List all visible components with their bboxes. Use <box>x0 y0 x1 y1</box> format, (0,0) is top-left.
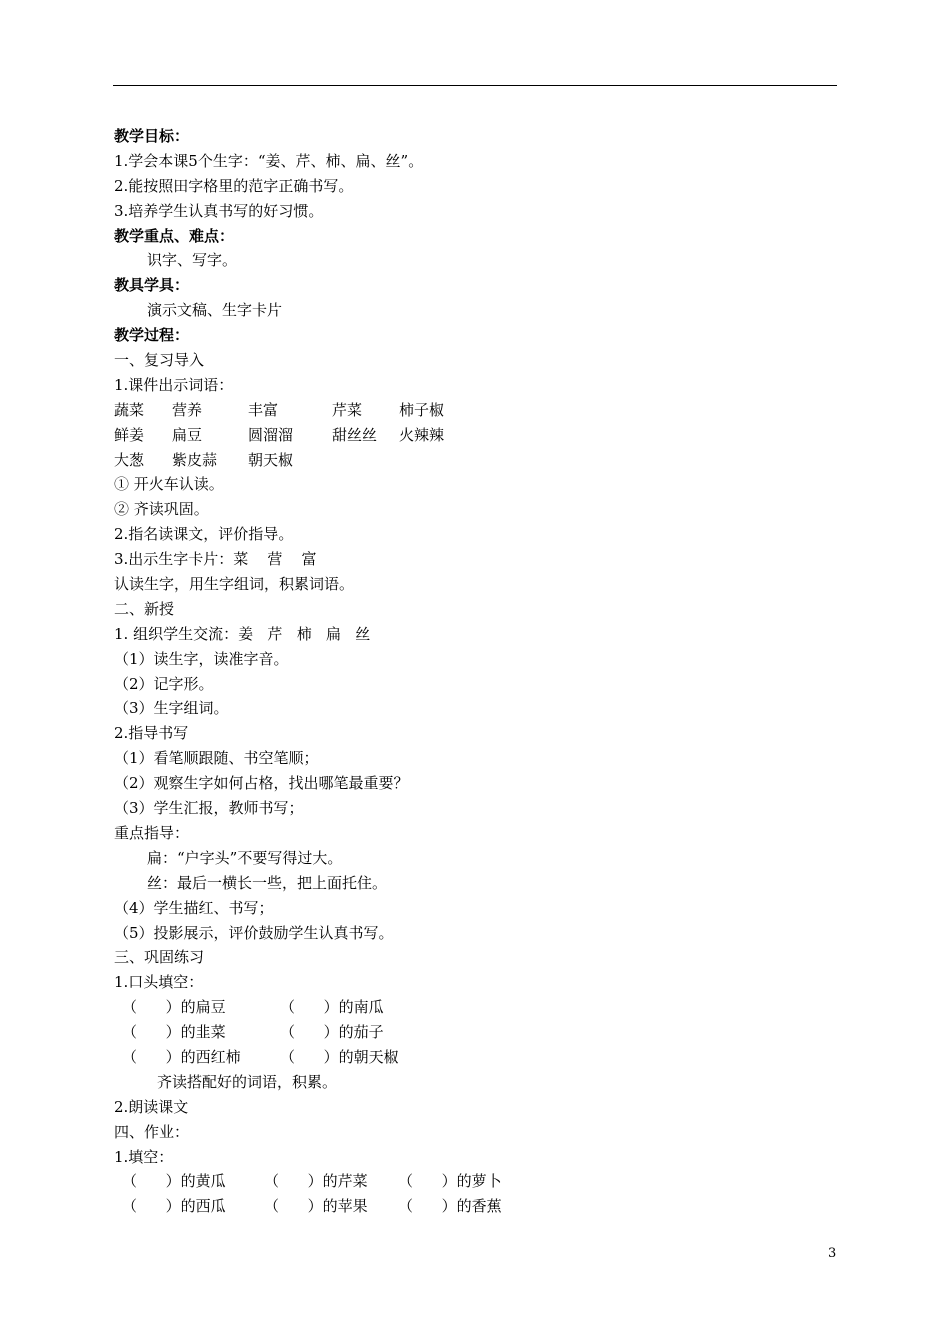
text-line: 三、巩固练习 <box>114 948 205 967</box>
word-row <box>114 448 834 473</box>
text-line: 识字、写字。 <box>147 251 238 270</box>
text-line: 1.填空： <box>114 1147 174 1166</box>
fill-blank-item: （ ）的朝天椒 <box>280 1047 399 1066</box>
word-row <box>114 423 834 448</box>
text-line: ② 齐读巩固。 <box>114 500 209 519</box>
fill-blank-item: （ ）的茄子 <box>280 1023 384 1042</box>
text-line: 3.培养学生认真书写的好习惯。 <box>114 201 324 220</box>
word-cell: 紫皮蒜 <box>172 450 218 469</box>
word-cell: 蔬菜 <box>114 400 145 419</box>
text-line: 1.学会本课5个生字：“姜、芹、柿、扁、丝”。 <box>114 151 424 170</box>
fill-blank-item: （ ）的南瓜 <box>280 998 384 1017</box>
fill-blank-item: （ ）的西红柿 <box>122 1047 241 1066</box>
text-line: 扁：“户字头”不要写得过大。 <box>147 848 343 867</box>
text-line: 1.课件出示词语： <box>114 375 234 394</box>
word-cell: 火辣辣 <box>399 425 445 444</box>
text-line: 2.指名读课文，评价指导。 <box>114 525 294 544</box>
word-cell: 大葱 <box>114 450 145 469</box>
text-line: 演示文稿、生字卡片 <box>147 301 283 320</box>
text-line: 二、新授 <box>114 599 175 618</box>
section-heading: 教学目标： <box>114 127 190 145</box>
text-line: 认读生字，用生字组词，积累词语。 <box>114 575 355 594</box>
fill-blank-row <box>114 1045 834 1070</box>
text-line: 齐读搭配好的词语，积累。 <box>157 1072 338 1091</box>
word-cell: 朝天椒 <box>248 450 294 469</box>
fill-blank-row <box>114 1169 834 1194</box>
text-line: 一、复习导入 <box>114 351 205 370</box>
word-cell: 丰富 <box>248 400 279 419</box>
page-number: 3 <box>828 1246 837 1261</box>
fill-blank-row <box>114 995 834 1020</box>
text-line: ① 开火车认读。 <box>114 475 224 494</box>
fill-blank-item: （ ）的芹菜 <box>264 1172 368 1191</box>
word-cell: 营养 <box>172 400 203 419</box>
text-line: （5）投影展示，评价鼓励学生认真书写。 <box>114 923 394 942</box>
word-cell: 柿子椒 <box>399 400 445 419</box>
text-line: （2）记字形。 <box>114 674 214 693</box>
text-line: （2）观察生字如何占格，找出哪笔最重要？ <box>114 774 409 793</box>
text-line: 2.指导书写 <box>114 724 189 743</box>
fill-blank-item: （ ）的黄瓜 <box>122 1172 226 1191</box>
word-cell: 圆溜溜 <box>248 425 294 444</box>
fill-blank-item: （ ）的西瓜 <box>122 1197 226 1216</box>
text-line: （1）读生字，读准字音。 <box>114 649 289 668</box>
fill-blank-item: （ ）的扁豆 <box>122 998 226 1017</box>
fill-blank-item: （ ）的韭菜 <box>122 1023 226 1042</box>
text-line: 丝：最后一横长一些，把上面托住。 <box>147 873 388 892</box>
text-line: 四、作业： <box>114 1122 190 1141</box>
word-cell: 芹菜 <box>332 400 363 419</box>
fill-blank-item: （ ）的苹果 <box>264 1197 368 1216</box>
fill-blank-item: （ ）的萝卜 <box>398 1172 502 1191</box>
section-heading: 教学过程： <box>114 326 190 345</box>
word-row <box>114 398 834 423</box>
word-cell: 鲜姜 <box>114 425 145 444</box>
section-heading: 教学重点、难点： <box>114 226 235 245</box>
text-line: 2.能按照田字格里的范字正确书写。 <box>114 176 354 195</box>
text-line: （3）学生汇报，教师书写； <box>114 799 304 818</box>
word-cell: 甜丝丝 <box>332 425 378 444</box>
text-line: （1）看笔顺跟随、书空笔顺； <box>114 749 319 768</box>
text-line: 1. 组织学生交流：姜 芹 柿 扁 丝 <box>114 624 371 643</box>
text-line: 重点指导： <box>114 823 190 842</box>
document-body <box>114 124 834 1219</box>
header-rule <box>113 85 837 86</box>
section-heading: 教具学具： <box>114 276 190 295</box>
text-line: 2.朗读课文 <box>114 1097 189 1116</box>
text-line: （3）生字组词。 <box>114 699 229 718</box>
fill-blank-row <box>114 1020 834 1045</box>
text-line: 3.出示生字卡片：菜 营 富 <box>114 550 317 569</box>
text-line: （4）学生描红、书写； <box>114 898 274 917</box>
word-cell: 扁豆 <box>172 425 203 444</box>
fill-blank-item: （ ）的香蕉 <box>398 1197 502 1216</box>
fill-blank-row <box>114 1194 834 1219</box>
text-line: 1.口头填空： <box>114 973 204 992</box>
